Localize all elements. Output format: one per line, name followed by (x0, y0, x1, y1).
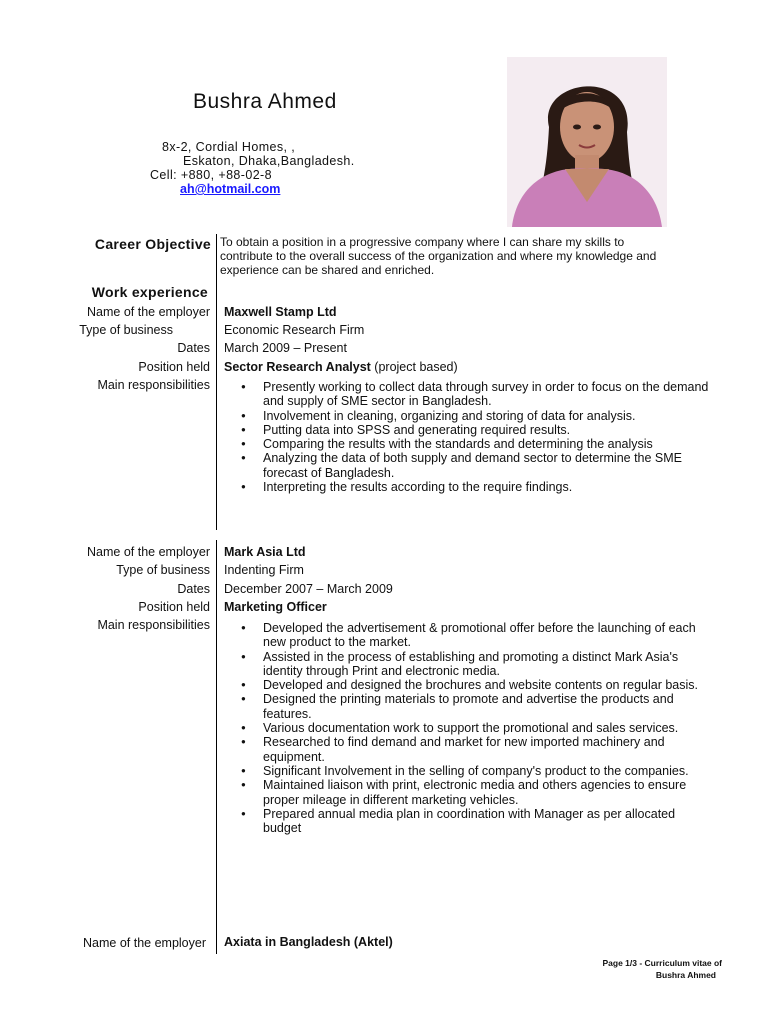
label-employer: Name of the employer (83, 936, 206, 950)
list-item: ● Researched to find demand and market for new imported machinery and equipment. (223, 735, 713, 764)
list-item: ● Designed the printing materials to promote and advertise the products and features. (223, 692, 713, 721)
label-dates: Dates (177, 341, 210, 355)
label-business: Type of business (79, 323, 173, 337)
section-divider-1 (216, 234, 217, 530)
label-responsibilities: Main responsibilities (97, 618, 210, 632)
list-item: ● Involvement in cleaning, organizing and storing of data for analysis. (223, 409, 713, 423)
list-item: ● Presently working to collect data through survey in order to focus on the demand and supply of SME sector in Bangladesh. (223, 380, 713, 409)
list-item: ● Comparing the results with the standards and determining the analysis (223, 437, 713, 451)
label-employer: Name of the employer (87, 305, 210, 319)
label-responsibilities: Main responsibilities (97, 378, 210, 392)
footer-line-2: Bushra Ahmed (655, 970, 716, 980)
job2-dates: December 2007 – March 2009 (224, 582, 393, 596)
section-divider-2 (216, 540, 217, 954)
label-employer: Name of the employer (87, 545, 210, 559)
label-business: Type of business (116, 563, 210, 577)
cv-name: Bushra Ahmed (193, 90, 337, 113)
label-position: Position held (138, 360, 210, 374)
job2-position: Marketing Officer (224, 600, 327, 614)
page-footer (462, 957, 722, 981)
cell-phone: Cell: +880, +88-02-8 (150, 168, 272, 182)
label-position: Position held (138, 600, 210, 614)
career-objective-text: To obtain a position in a progressive company where I can share my skills to contribute to the overall success of the organization and where my knowledge and experience can be shared and enriched. (220, 235, 657, 277)
list-item: ● Developed and designed the brochures and website contents on regular basis. (223, 678, 713, 692)
job1-employer: Maxwell Stamp Ltd (224, 305, 337, 319)
work-experience-heading: Work experience (91, 284, 208, 300)
job2-business: Indenting Firm (224, 563, 304, 577)
list-item: ● Significant Involvement in the selling of company's product to the companies. (223, 764, 713, 778)
job2-responsibilities (223, 621, 713, 835)
address-line-1: 8x-2, Cordial Homes, , (162, 140, 296, 154)
list-item: ● Various documentation work to support the promotional and sales services. (223, 721, 713, 735)
list-item: ● Prepared annual media plan in coordination with Manager as per allocated budget (223, 807, 713, 836)
job1-business: Economic Research Firm (224, 323, 365, 337)
list-item: ● Maintained liaison with print, electronic media and others agencies to ensure proper mileage in different marketing vehicles. (223, 778, 713, 807)
job2-employer: Mark Asia Ltd (224, 545, 306, 559)
email-link[interactable]: ah@hotmail.com (180, 182, 281, 196)
job1-position-title: Sector Research Analyst (224, 360, 371, 374)
job1-position-note: (project based) (370, 360, 458, 374)
job3-employer: Axiata in Bangladesh (Aktel) (224, 935, 393, 949)
job1-position (224, 360, 458, 374)
label-dates: Dates (177, 582, 210, 596)
list-item: ● Putting data into SPSS and generating required results. (223, 423, 713, 437)
list-item: ● Developed the advertisement & promotional offer before the launching of each new product to the market. (223, 621, 713, 650)
list-item: ● Analyzing the data of both supply and demand sector to determine the SME forecast of Bangladesh. (223, 451, 713, 480)
career-objective-heading: Career Objective (94, 236, 211, 252)
list-item: ● Interpreting the results according to the require findings. (223, 480, 713, 494)
footer-line-1: Page 1/3 - Curriculum vitae of (602, 958, 722, 968)
job1-responsibilities (223, 380, 713, 494)
address-line-2: Eskaton, Dhaka,Bangladesh. (183, 154, 355, 168)
profile-photo (507, 57, 667, 227)
list-item: ● Assisted in the process of establishing and promoting a distinct Mark Asia's identity through Print and electronic media. (223, 650, 713, 679)
job1-dates: March 2009 – Present (224, 341, 347, 355)
